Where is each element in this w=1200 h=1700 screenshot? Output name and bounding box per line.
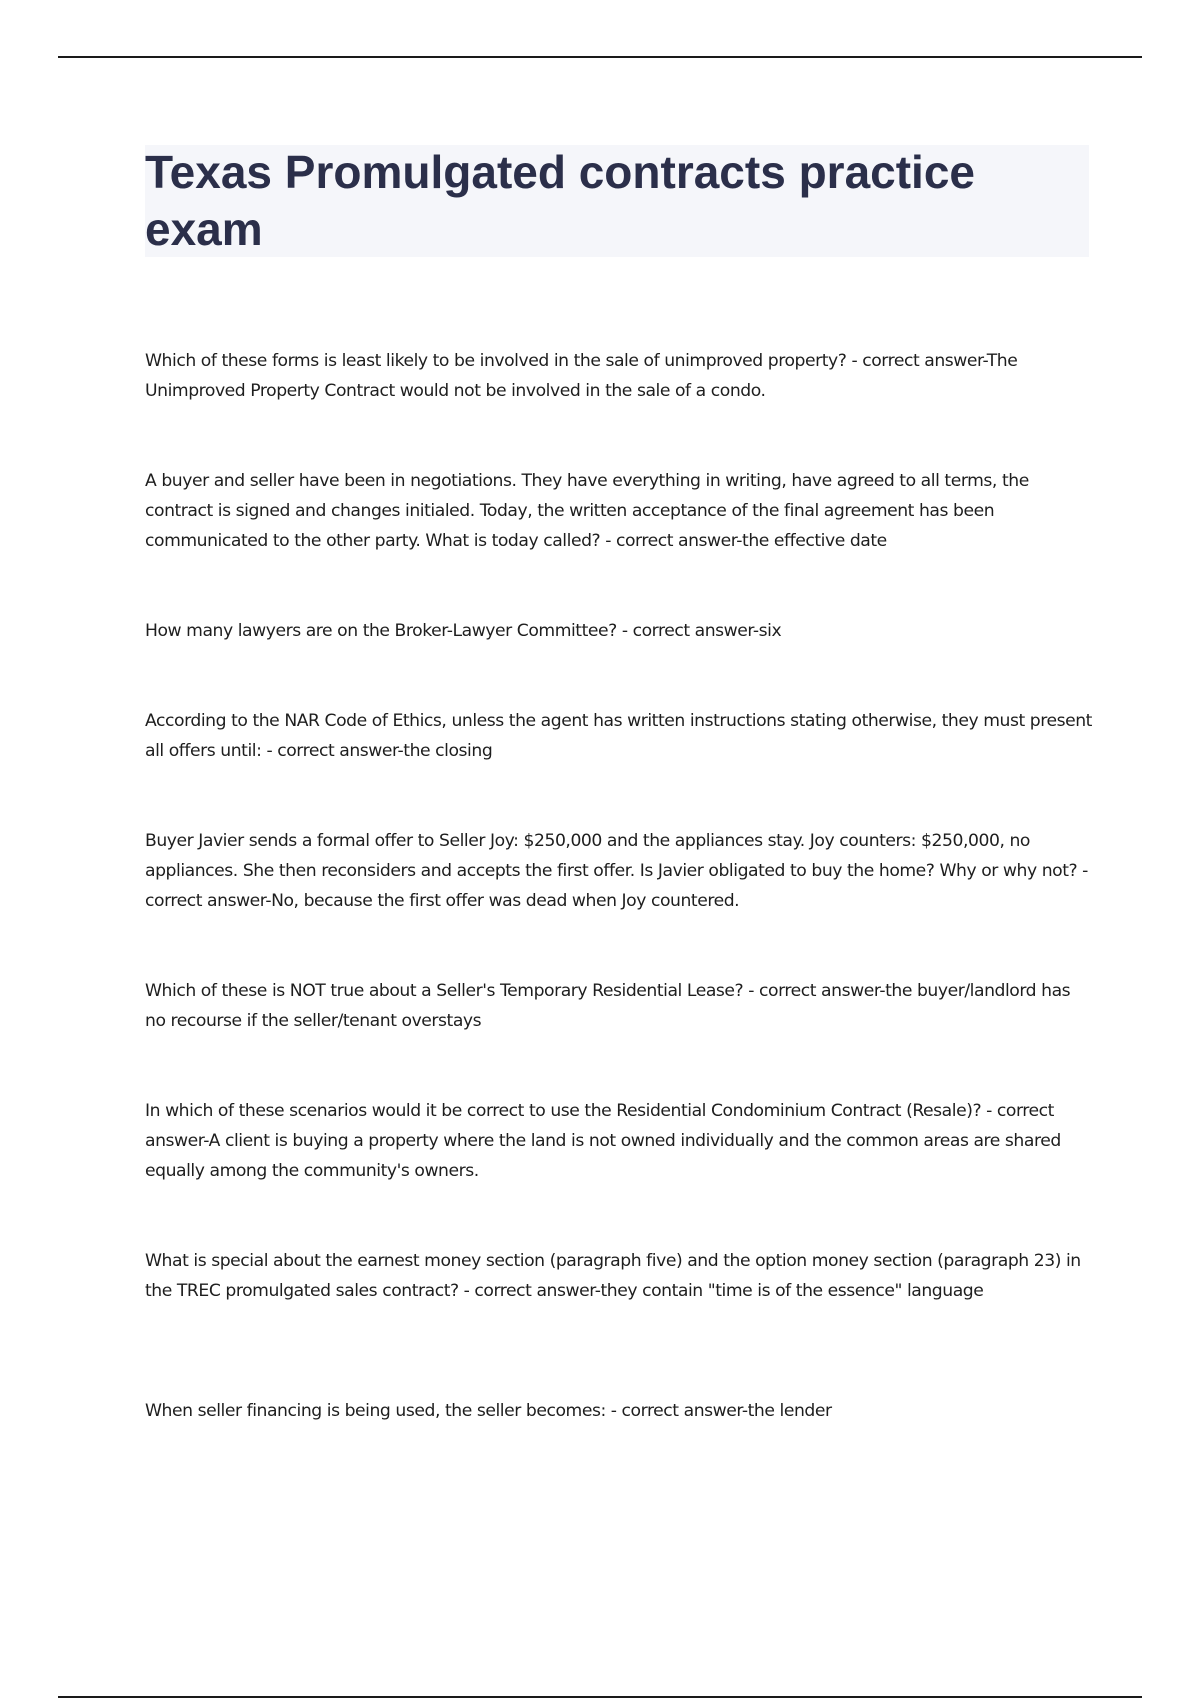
qa-entry-1: Which of these forms is least likely to be involved in the sale of unimproved property? - correct answer-The Unimproved Property Contract would not be involved in the sale of a condo. bbox=[145, 351, 1018, 401]
top-divider bbox=[58, 56, 1142, 58]
page-title: Texas Promulgated contracts practice exam bbox=[145, 146, 975, 255]
qa-entry-8: What is special about the earnest money section (paragraph five) and the option money section (paragraph 23) in the TREC promulgated sales contract? - correct answer-they contain "time is of the essence" language bbox=[145, 1251, 1081, 1301]
qa-entry-5: Buyer Javier sends a formal offer to Seller Joy: $250,000 and the appliances stay. Joy counters: $250,000, no appliances. She then reconsiders and accepts the first offer. Is Javier obligated to buy the home? Why or why not? - correct answer-No, because the first offer was dead when Joy countered. bbox=[145, 831, 1088, 911]
qa-entry-7: In which of these scenarios would it be correct to use the Residential Condominium Contract (Resale)? - correct answer-A client is buying a property where the land is not owned individually and the common areas are shared equally among the community's owners. bbox=[145, 1101, 1061, 1181]
qa-entry-9: When seller financing is being used, the seller becomes: - correct answer-the lender bbox=[145, 1401, 832, 1421]
bottom-divider bbox=[58, 1696, 1142, 1698]
qa-entry-3: How many lawyers are on the Broker-Lawyer Committee? - correct answer-six bbox=[145, 621, 782, 641]
qa-entry-6: Which of these is NOT true about a Seller's Temporary Residential Lease? - correct answer-the buyer/landlord has no recourse if the seller/tenant overstays bbox=[145, 981, 1071, 1031]
qa-entry-2: A buyer and seller have been in negotiations. They have everything in writing, have agreed to all terms, the contract is signed and changes initialed. Today, the written acceptance of the final agreement has been communicated to the other party. What is today called? - correct answer-the effective date bbox=[145, 471, 1029, 551]
qa-entry-4: According to the NAR Code of Ethics, unless the agent has written instructions stating otherwise, they must present all offers until: - correct answer-the closing bbox=[145, 711, 1092, 761]
title-banner bbox=[145, 145, 1089, 257]
